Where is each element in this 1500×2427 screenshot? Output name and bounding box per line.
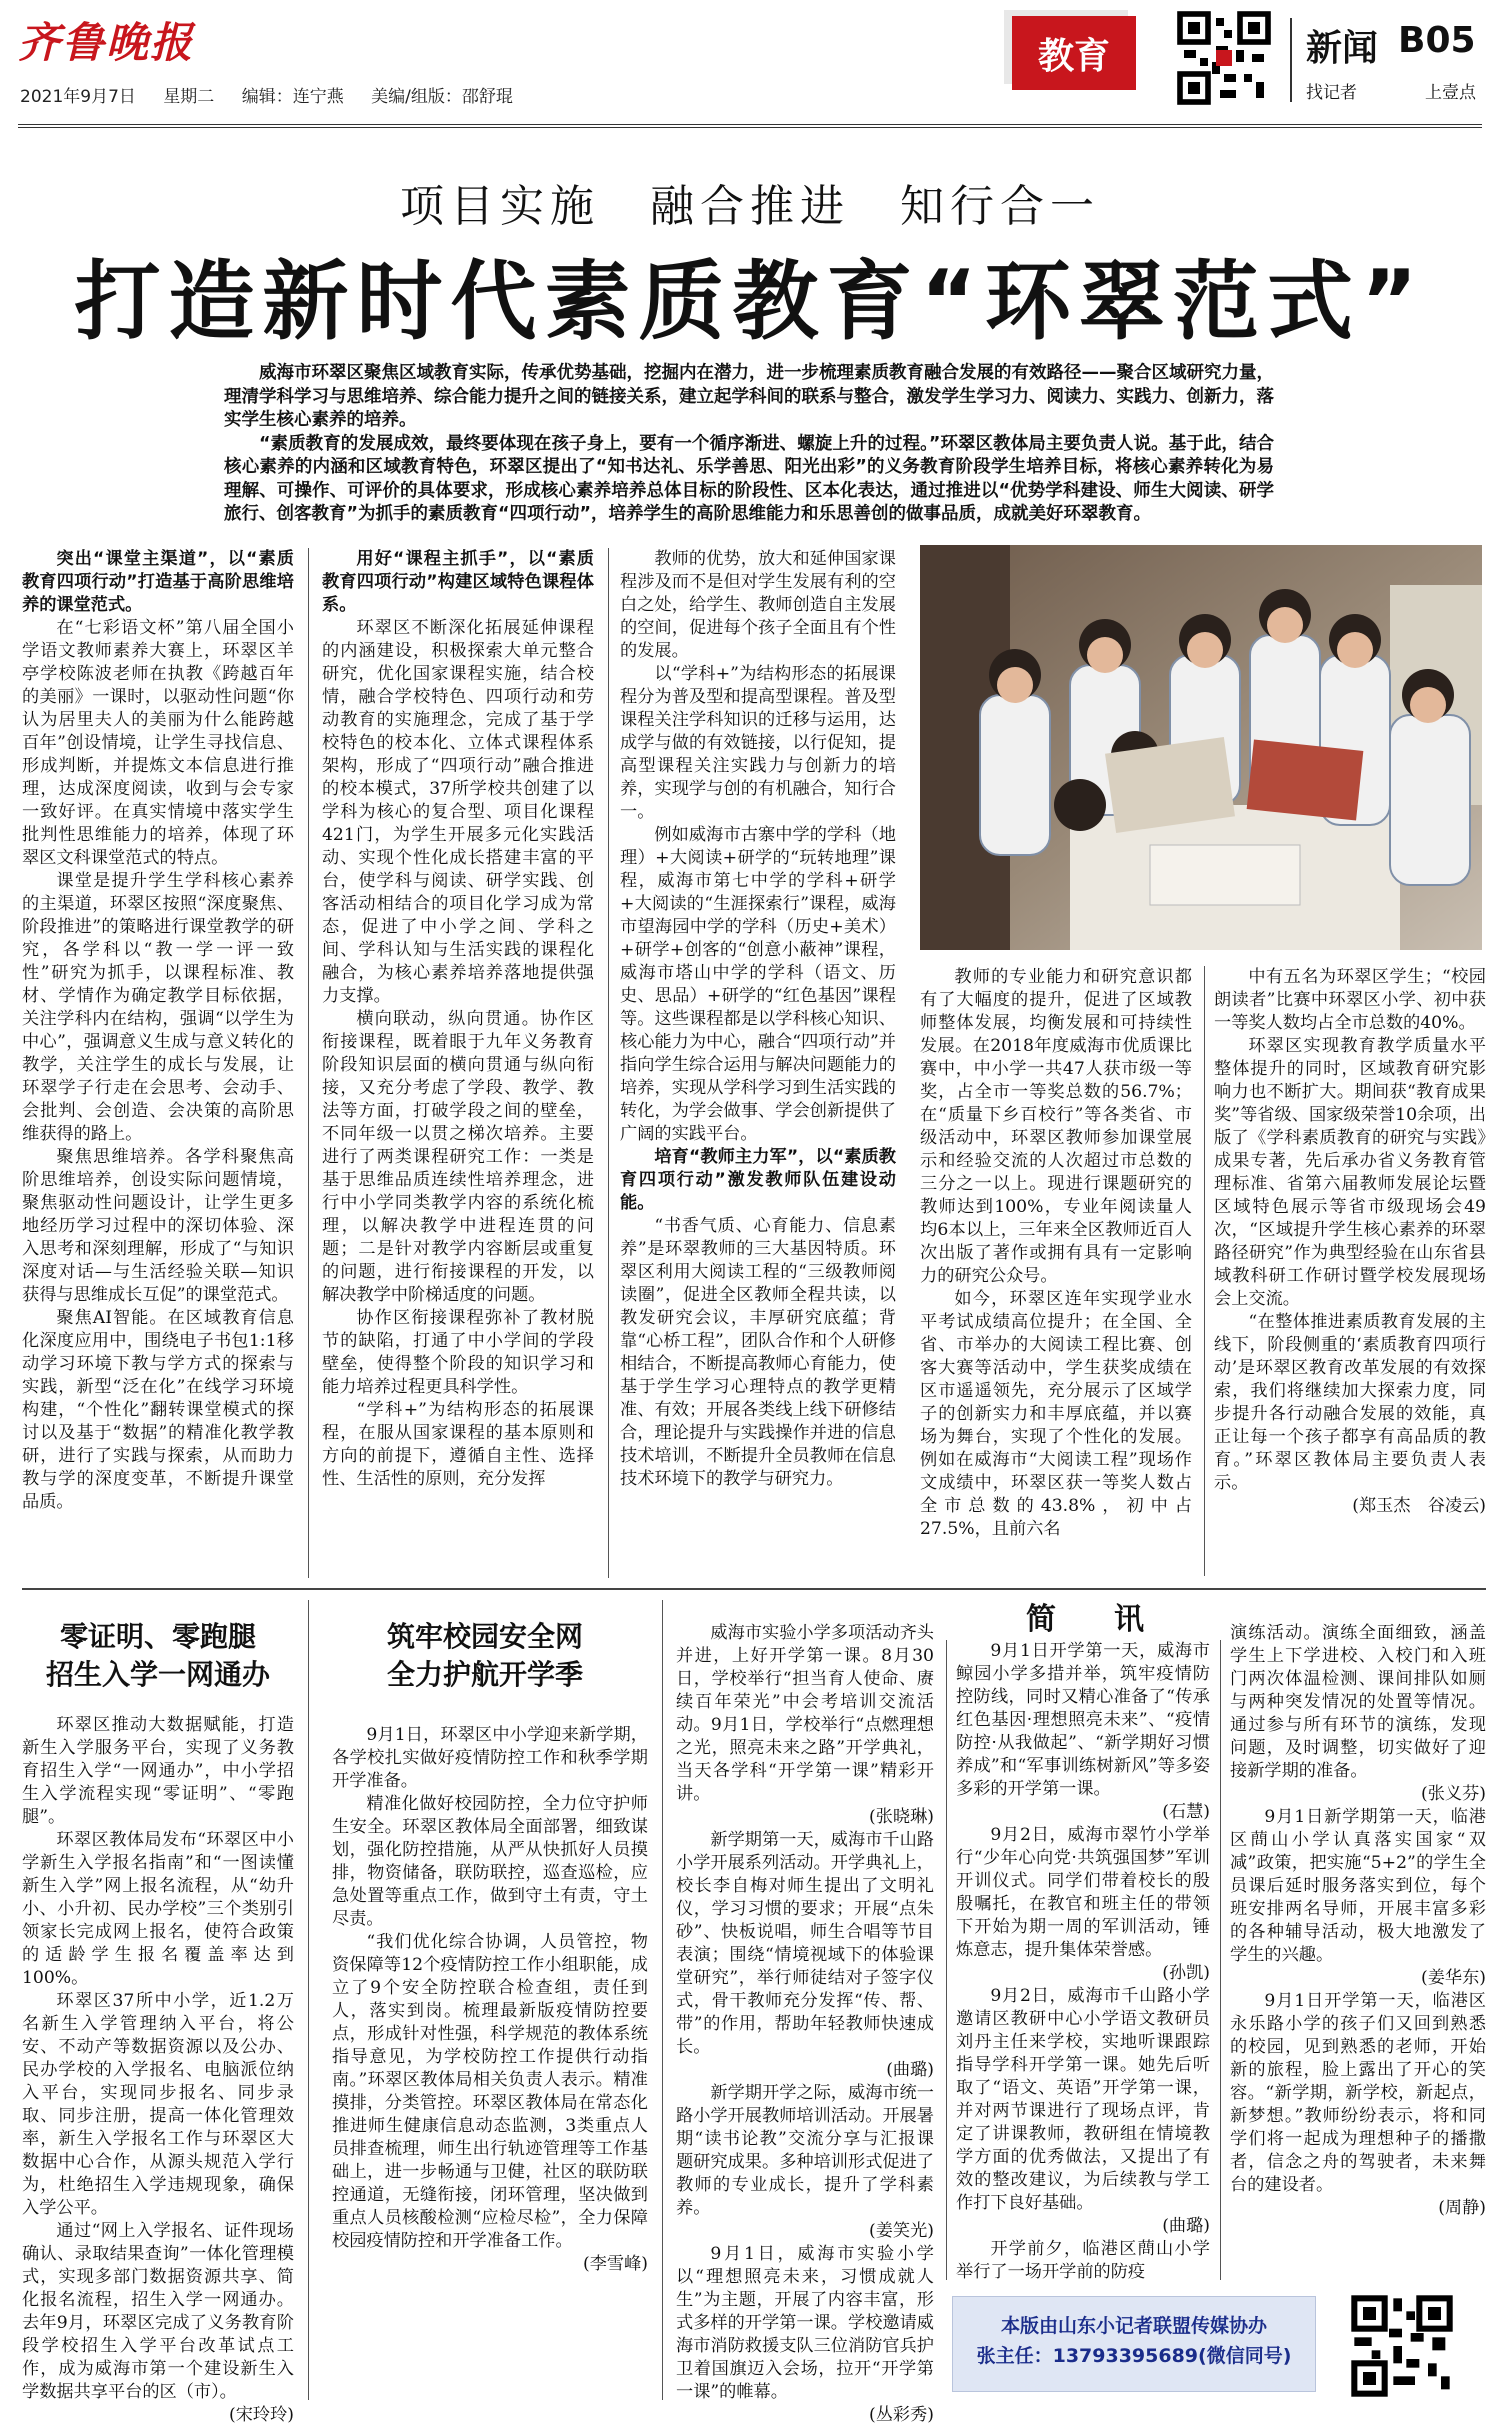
byline: (姜笑光) [869,2221,934,2241]
intro-paragraph: “素质教育的发展成效，最终要体现在孩子身上，要有一个循序渐进、螺旋上升的过程。”环翠区教体局主要负责人说。基于此，结合核心素养的内涵和区域教育特色，环翠区提出了“知书达礼、乐学善思、阳光出彩”的义务教育阶段学生培养目标，将核心素养转化为易理解、可操作、可评价的具体要求，形成核心素养培养总体目标的阶段性、区本化表达，通过推进以“优势学科建设、师生大阅读、研学旅行、创客教育”为抓手的素质教育“四项行动”，培养学生的高阶思维能力和乐思善创的做事品质，成就美好环翠教育。 [224,433,1274,524]
story3-body [332,1724,648,2404]
briefs-column-1 [676,1622,934,2425]
article-column-3 [620,548,896,1580]
column-rule [308,548,309,1578]
section-heading: 培育“教师主力军”，以“素质教育四项行动”激发教师队伍建设动能。 [620,1147,896,1213]
issue-weekday: 星期二 [163,87,215,107]
paragraph: 环翠区实现教育教学质量水平整体提升的同时，区域教育研究影响力也不断扩大。期间获“教育成果奖”等省级、国家级荣誉10余项，出版了《学科素质教育的研究与实践》成果专著，先后承办省义务教育管理标准、省第六届教师发展论坛暨区域特色展示等省市级现场会49次，“区域提升学生核心素养的环翠路径研究”作为典型经验在山东省县域教科研工作研讨暨学校发展现场会上交流。 [1214,1036,1486,1309]
brief-item: 9月1日，威海市实验小学以“理想照亮未来，习惯成就人生”为主题，开展了内容丰富，形式多样的开学第一课。学校邀请威海市消防救援支队三位消防官兵护卫着国旗迈入会场，拉开“开学第一课”的帷幕。 [676,2244,934,2402]
paragraph: 通过“网上入学报名、证件现场确认、录取结果查询”一体化管理模式，实现多部门数据资源共享、简化报名流程，招生入学一网通办。去年9月，环翠区完成了义务教育阶段学校招生入学平台改革试点工作，成为威海市第一个建设新生入学数据共享平台的区（市）。 [22,2221,294,2402]
paragraph: 聚焦思维培养。各学科聚焦高阶思维培养，创设实际问题情境，聚焦驱动性问题设计，让学生更多地经历学习过程中的深切体验、深入思考和深刻理解，形成了“与知识深度对话—与生活经验关联—知识获得与思维成长互促”的课堂范式。 [22,1147,294,1305]
intro-paragraph: 威海市环翠区聚焦区域教育实际，传承优势基础，挖掘内在潜力，进一步梳理素质教育融合发展的有效路径——聚合区域研究力量，理清学科学习与思维培养、综合能力提升之间的链接关系，建立起学科间的联系与整合，激发学生学习力、阅读力、实践力、创新力，落实学生核心素养的培养。 [224,363,1274,430]
brief-item: 9月1日开学第一天，临港区永乐路小学的孩子们又回到熟悉的校园，见到熟悉的老师，开始新的旅程，脸上露出了开心的笑容。“新学期，新学校，新起点，新梦想。”教师纷纷表示，将和同学们将一起成为理想种子的播撒者，信念之舟的驾驶者，未来舞台的建设者。 [1230,1991,1486,2195]
brief-item: 威海市实验小学多项活动齐头并进，上好开学第一课。8月30日，学校举行“担当育人使命、赓续百年荣光”中会考培训交流活动。9月1日，学校举行“点燃理想之光，照亮未来之路”开学典礼，当天各学科“开学第一课”精彩开讲。 [676,1623,934,1804]
section-heading: 突出“课堂主渠道”，以“素质教育四项行动”打造基于高阶思维培养的课堂范式。 [22,549,294,615]
story2-title [22,1618,294,1694]
article-title: 打造新时代素质教育“环翠范式” [74,252,1426,352]
designer-credit: 美编/组版：邵舒琨 [371,87,513,107]
brief-item: 新学期开学之际，威海市统一路小学开展教师培训活动。开展暑期“读书论教”交流分享与汇报课题研究成果。多种培训形式促进了教师的专业成长，提升了学科素养。 [676,2083,934,2218]
briefs-title: 简 讯 [1026,1602,1158,1637]
page-header [0,0,1500,140]
byline: (姜华东) [1421,1968,1486,1988]
section-heading: 用好“课程主抓手”，以“素质教育四项行动”构建区域特色课程体系。 [322,549,594,615]
article-column-2 [322,548,594,1580]
brief-item: 9月1日开学第一天，威海市鲸园小学多措并举，筑牢疫情防控防线，同时又精心准备了“传承红色基因·理想照亮未来”、“疫情防控·从我做起”、“新学期好习惯养成”和“军事训练树新风”等多姿多彩的开学第一课。 [956,1641,1210,1799]
article-subtitle: 项目实施 融合推进 知行合一 [400,181,1100,232]
paragraph: 环翠区教体局发布“环翠区中小学新生入学报名指南”和“一图读懂新生入学”网上报名流程，从“幼升小、小升初、民办学校”三个类别引领家长完成网上报名，使符合政策的适龄学生报名覆盖率达到100%。 [22,1830,294,1988]
paragraph: 环翠区推动大数据赋能，打造新生入学服务平台，实现了义务教育招生入学“一网通办”，中小学招生入学流程实现“零证明”、“零跑腿”。 [22,1715,294,1827]
byline: (李雪峰) [583,2254,648,2274]
paragraph: 精准化做好校园防控，全力位守护师生安全。环翠区教体局全面部署，细致谋划，强化防控措施，从严从快抓好人员摸排，物资储备，联防联控，巡查巡检，应急处置等重点工作，做到守土有责，守土尽责。 [332,1794,648,1929]
students-reading-photo [920,545,1482,950]
paragraph: 9月1日，环翠区中小学迎来新学期，各学校扎实做好疫情防控工作和秋季学期开学准备。 [332,1725,648,1791]
byline: (曲璐) [1162,2216,1210,2236]
article-column-4 [920,966,1192,1580]
column-rule [608,548,609,1578]
reporter-hint [1306,78,1476,103]
paragraph: “我们优化综合协调，人员管控，物资保障等12个疫情防控工作小组职能，成立了9个安全防控联合检查组，责任到人，落实到岗。梳理最新版疫情防控要点，形成针对性强，科学规范的教体系统指导意见，为学校防控工作提供行动指南。”环翠区教体局相关负责人表示。精准摸排，分类管控。环翠区教体局在常态化推进师生健康信息动态监测，3类重点人员排查梳理，师生出行轨迹管理等工作基础上，进一步畅通与卫健，社区的联防联控通道，无缝衔接，闭环管理，坚决做到重点人员核酸检测“应检尽检”，全力保障校园疫情防控和开学准备工作。 [332,1932,648,2251]
byline: (孙凯) [1162,1963,1210,1983]
page-label: 新闻 [1306,28,1379,69]
byline: (宋玲玲) [229,2405,294,2425]
paragraph: 如今，环翠区连年实现学业水平考试成绩高位提升；在全国、全省、市举办的大阅读工程比赛、创客大赛等活动中，学生获奖成绩在区市遥遥领先，充分展示了区域学子的创新实力和丰厚底蕴，并以赛场为舞台，实现了个性化的发展。例如在威海市“大阅读工程”现场作文成绩中，环翠区获一等奖人数占全市总数的43.8%，初中占27.5%，且前六名 [920,1289,1192,1539]
story2-body [22,1714,294,2425]
editor-credit: 编辑：连宁燕 [241,87,344,107]
byline: (张义芬) [1421,1784,1486,1804]
story3-title-line2: 全力护航开学季 [386,1658,583,1691]
brief-item: 9月2日，威海市千山路小学邀请区教研中心小学语文教研员刘丹主任来学校，实地听课跟踪指导学科开学第一课。她先后听取了“语文、英语”开学第一课，并对两节课进行了现场点评，肯定了讲课教师，教研组在情境教学方面的优秀做法，又提出了有效的整改建议，为后续教与学工作打下良好基础。 [956,1986,1210,2213]
story3-title-line1: 筑牢校园安全网 [386,1620,583,1653]
qr-code-icon [1346,2294,1458,2398]
brief-item: 新学期第一天，威海市千山路小学开展系列活动。开学典礼上，校长李自梅对师生提出了文明礼仪，学习习惯的要求；开展“点朱砂”、快板说唱，师生合唱等节目表演；围绕“情境视域下的体验课堂研究”，举行师徒结对子签字仪式，骨干教师充分发挥“传、帮、带”的作用，帮助年轻教师快速成长。 [676,1830,934,2057]
brief-item: 开学前夕，临港区蔄山小学举行了一场开学前的防疫 [956,2239,1210,2282]
paragraph: 在“七彩语文杯”第八届全国小学语文教师素养大赛上，环翠区羊亭学校陈波老师在执教《跨越百年的美丽》一课时，以驱动性问题“你认为居里夫人的美丽为什么能跨越百年”创设情境，让学生寻找信息、形成判断，并提炼文本信息进行推理，达成深度阅读，收到与会专家一致好评。在真实情境中落实学生批判性思维能力的培养，体现了环翠区文科课堂范式的特点。 [22,618,294,868]
paragraph: 例如威海市古寨中学的学科（地理）+大阅读+研学的“玩转地理”课程，威海市第七中学的学科+研学+大阅读的“生涯探索行”课程，威海市望海园中学的学科（历史+美术）+研学+创客的“创意小蔽神”课程，威海市塔山中学的学科（语文、历史、思品）+研学的“红色基因”课程等。这些课程都是以学科核心知识、核心能力为中心，融合“四项行动”并指向学生综合运用与解决问题能力的培养，实现从学科学习到生活实践的转化，为学会做事、学会创新提供了广阔的实践平台。 [620,825,896,1144]
byline: (曲璐) [886,2060,934,2080]
masthead-logo: 齐鲁晚报 [18,18,195,67]
article-intro [224,362,1274,527]
byline: (张晓琳) [869,1807,934,1827]
contact-line: 张主任：13793395689(微信同号) [976,2345,1292,2367]
column-rule [308,1600,309,2400]
reporter-label: 找记者 [1306,83,1357,103]
sponsor-line: 本版由山东小记者联盟传媒协办 [1000,2315,1267,2337]
story2-title-line1: 零证明、零跑腿 [59,1620,256,1653]
header-rule [18,124,1482,128]
issue-meta [20,82,535,107]
briefs-column-3 [1230,1622,1486,2286]
column-rule [1220,1640,1221,2280]
byline: (石慧) [1162,1802,1210,1822]
article-column-5 [1214,966,1486,1580]
byline: (丛彩秀) [869,2405,934,2425]
briefs-column-2 [956,1640,1210,2280]
column-rule [946,1640,947,2280]
paragraph: 教师的专业能力和研究意识都有了大幅度的提升，促进了区域教师整体发展，均衡发展和可持续性发展。在2018年度威海市优质课比赛中，中小学一共47人获市级一等奖，占全市一等奖总数的56.7%；在“质量下乡百校行”等各类省、市级活动中，环翠区教师参加课堂展示和经验交流的人次超过市总数的三分之一以上。现进行课题研究的教师达到100%，专业年阅读量人均6本以上，三年来全区教师近百人次出版了著作或拥有具有一定影响力的研究公众号。 [920,967,1192,1286]
paragraph: 环翠区不断深化拓展延伸课程的内涵建设，积极探索大单元整合研究，优化国家课程实施，结合校情，融合学校特色、四项行动和劳动教育的实施理念，完成了基于学校特色的校本化、立体式课程体系架构，形成了“四项行动”融合推进的校本模式，37所学校共创建了以学科为核心的复合型、项目化课程421门，为学生开展多元化实践活动、实现个性化成长搭建丰富的平台，使学科与阅读、研学实践、创客活动相结合的项目化学习成为常态，促进了中小学之间、学科之间、学科认知与生活实践的课程化融合，为核心素养培养落地提供强力支撑。 [322,618,594,1006]
paragraph: 中有五名为环翠区学生；“校园朗读者”比赛中环翠区小学、初中获一等奖人数均占全市总数的40%。 [1214,967,1486,1033]
paragraph: 环翠区37所中小学，近1.2万名新生入学管理纳入平台，将公安、不动产等数据资源以及公办、民办学校的入学报名、电脑派位纳入平台，实现同步报名、同步录取、同步注册，提高一体化管理效率，新生入学报名工作与环翠区大数据中心合作，从源头规范入学行为，杜绝招生入学违规现象，确保入学公平。 [22,1991,294,2218]
sponsor-credit-box [952,2296,1316,2392]
section-divider [22,1588,1486,1590]
paragraph: 协作区衔接课程弥补了教材脱节的缺陷，打通了中小学间的学段壁垒，使得整个阶段的知识学习和能力培养过程更具科学性。 [322,1308,594,1397]
byline: (周静) [1438,2198,1486,2218]
paragraph: 课堂是提升学生学科核心素养的主渠道，环翠区按照“深度聚焦、阶段推进”的策略进行课堂教学的研究，各学科以“教一学一评一致性”研究为抓手，以课程标准、教材、学情作为确定教学目标依据，关注学科内在结构，强调“以学生为中心”，强调意义生成与意义转化的教学，关注学生的成长与发展，让环翠学子行走在会思考、会动手、会批判、会创造、会决策的高阶思维获得的路上。 [22,871,294,1144]
article-column-1 [22,548,294,1580]
paragraph: “学科+”为结构形态的拓展课程，在服从国家课程的基本原则和方向的前提下，遵循自主性、选择性、生活性的原则，充分发挥 [322,1400,594,1489]
paragraph: “书香气质、心育能力、信息素养”是环翠教师的三大基因特质。环翠区利用大阅读工程的“三级教师阅读圈”，促进全区教师全程共读，以教发研究会议，丰厚研究底蕴；背靠“心桥工程”，团队合作和个人研修相结合，不断提高教师心育能力，使基于学生学习心理特点的教学更精准、有效；开展各类线上线下研修结合，理论提升与实践操作并进的信息技术培训，不断提升全员教师在信息技术环境下的教学与研究力。 [620,1216,896,1489]
paragraph: 横向联动，纵向贯通。协作区衔接课程，既着眼于九年义务教育阶段知识层面的横向贯通与纵向衔接，又充分考虑了学段、教学、教法等方面，打破学段之间的壁垒，不同年级一以贯之梯次培养。主要进行了两类课程研究工作：一类是基于思维品质连续性培养理念，进行中小学同类教学内容的系统化梳理，以解决教学中进程连贯的问题；二是针对教学内容断层或重复的问题，进行衔接课程的开发，以解决教学中阶梯适度的问题。 [322,1009,594,1305]
section-tab-education: 教育 [1012,16,1136,90]
story3-title [322,1618,648,1694]
brief-item: 9月2日，威海市翠竹小学举行“少年心向党·共筑强国梦”军训开训仪式。同学们带着校长的殷殷嘱托，在教官和班主任的带领下开始为期一周的军训活动，锤炼意志，提升集体荣誉感。 [956,1825,1210,1960]
story2-title-line2: 招生入学一网通办 [45,1658,270,1691]
reporter-app: 上壹点 [1425,83,1476,103]
page-number: B05 [1398,20,1476,61]
column-rule [662,1600,663,2400]
byline: (郑玉杰 谷凌云) [1352,1496,1486,1516]
paragraph: “在整体推进素质教育发展的主线下，阶段侧重的‘素质教育四项行动’是环翠区教育改革发展的有效探索，我们将继续加大探索力度，同步提升各行动融合发展的效能，真正让每一个孩子都享有高品质的教育。”环翠区教体局主要负责人表示。 [1214,1312,1486,1493]
header-separator [1290,18,1292,102]
paragraph: 以“学科+”为结构形态的拓展课程分为普及型和提高型课程。普及型课程关注学科知识的迁移与运用，达成学与做的有效链接，以行促知，提高型课程关注实践力与创新力的培养，实现学与创的有机融合，知行合一。 [620,664,896,822]
qr-code-icon [1176,10,1272,106]
brief-item: 9月1日新学期第一天，临港区蔄山小学认真落实国家“双减”政策，把实施“5+2”的学生全员课后延时服务落实到位，每个班安排两名导师，开展丰富多彩的各种辅导活动，极大地激发了学生的兴趣。 [1230,1807,1486,1965]
paragraph: 教师的优势，放大和延伸国家课程涉及而不是但对学生发展有利的空白之处，给学生、教师创造自主发展的空间，促进每个孩子全面且有个性的发展。 [620,549,896,661]
issue-date: 2021年9月7日 [20,87,136,107]
paragraph: 聚焦AI智能。在区域教育信息化深度应用中，围绕电子书包1:1移动学习环境下教与学方式的探索与实践，新型“泛在化”在线学习环境构建，“个性化”翻转课堂模式的探讨以及基于“数据”的精准化教学教研，进行了实践与探索，从而助力教与学的深度变革，不断提升课堂品质。 [22,1308,294,1512]
brief-item: 演练活动。演练全面细致，涵盖学生上下学进校、入校门和入班门两次体温检测、课间排队如厕与两种突发情况的处置等情况。通过参与所有环节的演练，发现问题，及时调整，切实做好了迎接新学期的准备。 [1230,1623,1486,1781]
column-rule [1204,966,1205,1576]
